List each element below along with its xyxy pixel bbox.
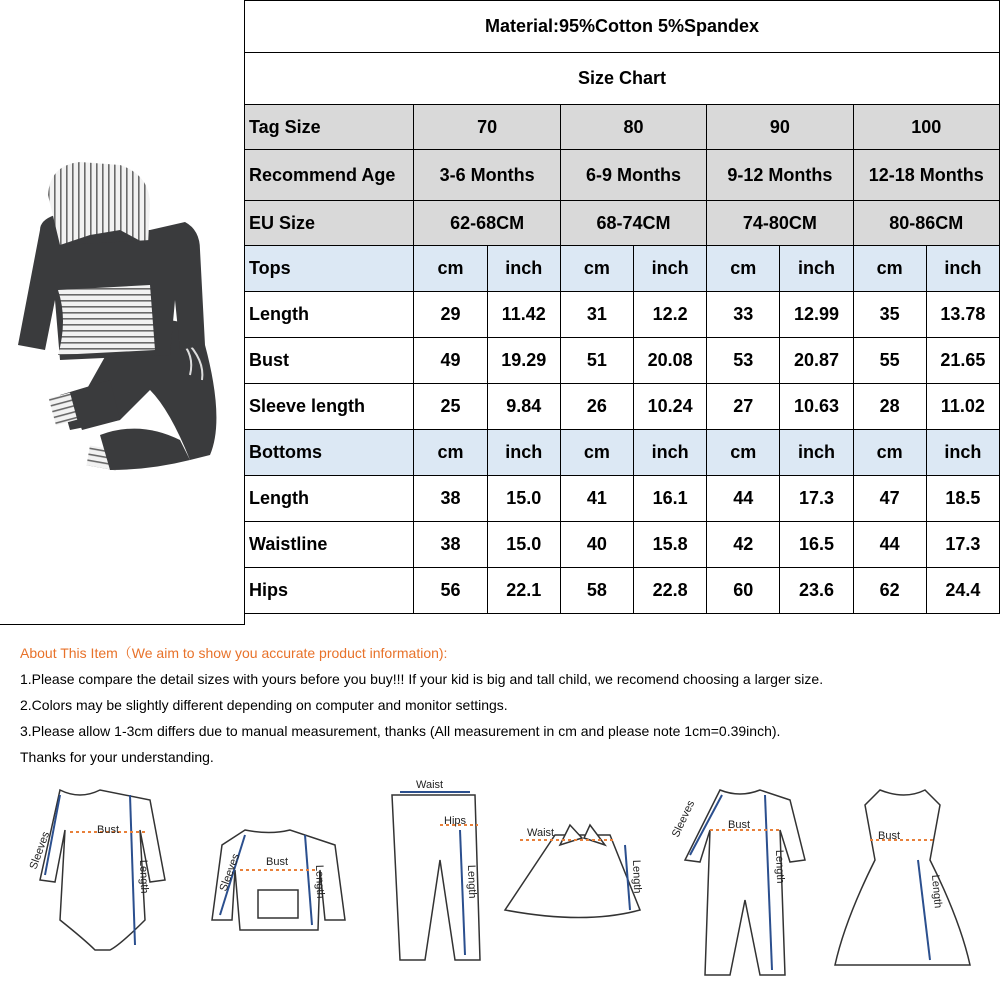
dress-illustration <box>835 790 970 965</box>
waist-label: Waist <box>416 779 444 791</box>
skirt-illustration <box>505 825 640 918</box>
size-chart-table <box>244 0 1000 614</box>
table-cell: 9-12 Months <box>707 150 853 201</box>
table-cell: 15.8 <box>634 522 707 568</box>
section-title: Tops <box>245 246 414 292</box>
product-photo <box>0 0 245 625</box>
row-label: Length <box>245 476 414 522</box>
about-heading: About This Item（We aim to show you accurate product information): <box>20 645 448 661</box>
tops-section-header <box>245 246 1000 292</box>
table-cell: 9.84 <box>487 384 560 430</box>
table-cell: 62-68CM <box>414 201 560 246</box>
unit-cell: cm <box>414 246 487 292</box>
table-cell: 58 <box>560 568 633 614</box>
table-cell: 22.1 <box>487 568 560 614</box>
unit-cell: cm <box>853 246 926 292</box>
table-cell: 49 <box>414 338 487 384</box>
hips-label: Hips <box>444 815 467 827</box>
eu-size-row <box>245 201 1000 246</box>
tag-size-row <box>245 105 1000 150</box>
table-cell: 42 <box>707 522 780 568</box>
table-cell: 15.0 <box>487 476 560 522</box>
table-cell: 10.63 <box>780 384 853 430</box>
table-cell: 12-18 Months <box>853 150 999 201</box>
sleeves-label: Sleeves <box>669 798 698 840</box>
table-cell: 20.08 <box>634 338 707 384</box>
bust-label: Bust <box>97 824 120 836</box>
table-cell: 74-80CM <box>707 201 853 246</box>
table-row <box>245 476 1000 522</box>
table-cell: 70 <box>414 105 560 150</box>
waist-label: Waist <box>527 827 555 839</box>
table-cell: 11.42 <box>487 292 560 338</box>
table-cell: 44 <box>707 476 780 522</box>
section-title: Bottoms <box>245 430 414 476</box>
unit-cell: cm <box>707 430 780 476</box>
row-label: Length <box>245 292 414 338</box>
table-cell: 19.29 <box>487 338 560 384</box>
table-cell: 10.24 <box>634 384 707 430</box>
table-cell: 29 <box>414 292 487 338</box>
length-label: Length <box>313 864 327 899</box>
row-label: Hips <box>245 568 414 614</box>
table-cell: 16.5 <box>780 522 853 568</box>
table-cell: 55 <box>853 338 926 384</box>
table-cell: 20.87 <box>780 338 853 384</box>
table-cell: 90 <box>707 105 853 150</box>
unit-cell: cm <box>707 246 780 292</box>
unit-cell: inch <box>926 246 999 292</box>
table-row <box>245 568 1000 614</box>
table-cell: 38 <box>414 522 487 568</box>
table-cell: 60 <box>707 568 780 614</box>
table-cell: 33 <box>707 292 780 338</box>
table-cell: 16.1 <box>634 476 707 522</box>
table-cell: 17.3 <box>926 522 999 568</box>
info-line: Thanks for your understanding. <box>20 749 214 765</box>
table-cell: 6-9 Months <box>560 150 706 201</box>
info-line: 1.Please compare the detail sizes with yours before you buy!!! If your kid is big and tall child, we recomend choosing a larger size. <box>20 671 824 687</box>
table-cell: 100 <box>853 105 999 150</box>
table-cell: 35 <box>853 292 926 338</box>
bust-label: Bust <box>728 819 751 831</box>
unit-cell: cm <box>560 430 633 476</box>
about-item-info <box>20 640 995 770</box>
table-cell: 62 <box>853 568 926 614</box>
table-cell: 21.65 <box>926 338 999 384</box>
bust-label: Bust <box>878 830 901 842</box>
row-label: Sleeve length <box>245 384 414 430</box>
bust-label: Bust <box>266 856 289 868</box>
table-row <box>245 338 1000 384</box>
table-cell: 40 <box>560 522 633 568</box>
recommend-age-row <box>245 150 1000 201</box>
table-cell: 25 <box>414 384 487 430</box>
row-label: Tag Size <box>245 105 414 150</box>
table-cell: 31 <box>560 292 633 338</box>
unit-cell: inch <box>780 246 853 292</box>
size-chart-title: Size Chart <box>245 53 1000 105</box>
unit-cell: cm <box>853 430 926 476</box>
table-cell: 80 <box>560 105 706 150</box>
table-cell: 68-74CM <box>560 201 706 246</box>
table-cell: 53 <box>707 338 780 384</box>
table-row <box>245 522 1000 568</box>
table-cell: 26 <box>560 384 633 430</box>
length-label: Length <box>137 859 151 894</box>
material-title: Material:95%Cotton 5%Spandex <box>245 1 1000 53</box>
table-cell: 13.78 <box>926 292 999 338</box>
unit-cell: cm <box>560 246 633 292</box>
table-cell: 22.8 <box>634 568 707 614</box>
length-label: Length <box>773 849 787 884</box>
unit-cell: inch <box>780 430 853 476</box>
unit-cell: inch <box>487 430 560 476</box>
row-label: Recommend Age <box>245 150 414 201</box>
row-label: EU Size <box>245 201 414 246</box>
table-cell: 38 <box>414 476 487 522</box>
table-cell: 41 <box>560 476 633 522</box>
unit-cell: cm <box>414 430 487 476</box>
table-cell: 12.2 <box>634 292 707 338</box>
table-cell: 51 <box>560 338 633 384</box>
table-cell: 47 <box>853 476 926 522</box>
sleeves-label: Sleeves <box>27 830 53 872</box>
table-cell: 3-6 Months <box>414 150 560 201</box>
unit-cell: inch <box>634 246 707 292</box>
table-cell: 56 <box>414 568 487 614</box>
unit-cell: inch <box>634 430 707 476</box>
table-cell: 15.0 <box>487 522 560 568</box>
length-label: Length <box>630 859 644 894</box>
table-cell: 44 <box>853 522 926 568</box>
table-cell: 28 <box>853 384 926 430</box>
table-cell: 27 <box>707 384 780 430</box>
table-cell: 23.6 <box>780 568 853 614</box>
unit-cell: inch <box>926 430 999 476</box>
table-cell: 11.02 <box>926 384 999 430</box>
length-label: Length <box>929 874 944 909</box>
measurement-illustrations <box>0 770 1000 1000</box>
sleeves-label: Sleeves <box>217 852 243 894</box>
table-cell: 17.3 <box>780 476 853 522</box>
table-cell: 80-86CM <box>853 201 999 246</box>
table-row <box>245 384 1000 430</box>
info-line: 2.Colors may be slightly different depending on computer and monitor settings. <box>20 697 508 713</box>
table-row <box>245 292 1000 338</box>
row-label: Bust <box>245 338 414 384</box>
unit-cell: inch <box>487 246 560 292</box>
row-label: Waistline <box>245 522 414 568</box>
table-cell: 24.4 <box>926 568 999 614</box>
length-label: Length <box>465 864 479 899</box>
bottoms-section-header <box>245 430 1000 476</box>
table-cell: 12.99 <box>780 292 853 338</box>
table-cell: 18.5 <box>926 476 999 522</box>
info-line: 3.Please allow 1-3cm differs due to manual measurement, thanks (All measurement in cm and please note 1cm=0.39inch). <box>20 723 781 739</box>
